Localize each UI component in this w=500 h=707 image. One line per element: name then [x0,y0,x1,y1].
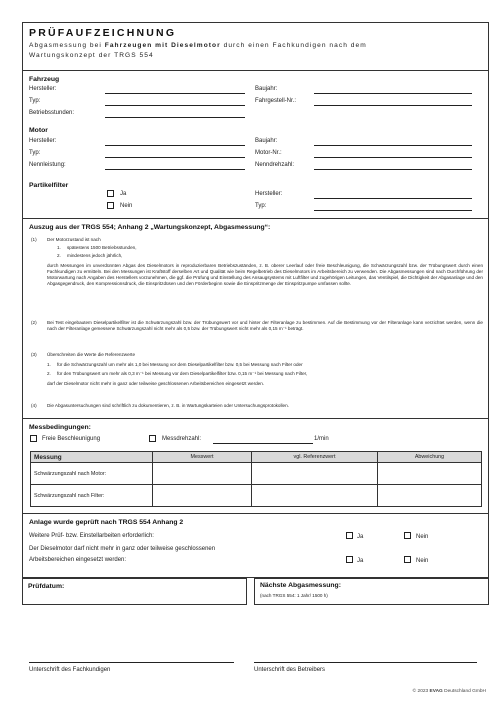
excerpt-p1-b: mindestens jedoch jährlich, [67,253,123,258]
excerpt-p2: Bei Test eingebautem Dieselpartikelfilter ist die Schwärzungszahl bzw. der Trübungswert vor und hinter der Filteranlage zu bestimmen. Auf die Bestimmung vor der Filteranlage kann verzichtet werden, wenn die nach der Filteranlage gemessene Schwärzungszahl nicht mehr als 0,5 bzw. der Trübungswert nicht mehr als 0,15 m⁻¹ beträgt. [47,320,483,332]
vehicle-hours-label: Betriebsstunden: [29,110,75,116]
vehicle-type-field[interactable] [105,105,245,106]
excerpt-p3-a: für die Schwärzungszahl um mehr als 1,0 bei Messung vor dem Dieselpartikelfilter bzw. 0,5 bei Messung nach Filter oder [57,362,303,367]
cell-reference-after-engine[interactable] [252,463,378,485]
vehicle-type-label: Typ: [29,98,41,104]
engine-number-field[interactable] [314,157,472,158]
inspection-section [22,513,489,578]
excerpt-section [22,218,489,419]
copyright-brand: EVAG [429,689,443,694]
engine-manufacturer-field[interactable] [105,145,245,146]
q2-no-checkbox[interactable] [404,556,411,563]
table-row [31,463,482,485]
excerpt-num-1: (1) [31,237,37,242]
signature-expert-line[interactable] [29,662,234,663]
filter-no-checkbox[interactable] [107,202,114,209]
free-acceleration-checkbox[interactable] [30,435,37,442]
engine-year-label: Baujahr: [255,138,278,144]
excerpt-heading: Auszug aus der TRGS 554; Anhang 2 „Wartungskonzept, Abgasmessung“: [29,224,271,231]
engine-year-field[interactable] [314,145,472,146]
measurement-speed-unit: 1/min [314,436,329,442]
filter-type-field[interactable] [314,210,472,211]
q1-yes-checkbox[interactable] [346,532,353,539]
filter-manufacturer-field[interactable] [314,198,472,199]
vehicle-manufacturer-field[interactable] [105,93,245,94]
cell-deviation-after-engine[interactable] [378,463,482,485]
vehicle-chassis-field[interactable] [314,105,472,106]
q2-yes-checkbox[interactable] [346,556,353,563]
inspection-q2-line1: Der Dieselmotor darf nicht mehr in ganz oder teilweise geschlossenen [29,546,216,552]
filter-type-label: Typ: [255,203,267,209]
column-header-deviation: Abweichung [378,452,482,463]
q1-no-label: Nein [416,534,429,540]
column-header-reference: vgl. Referenzwert [252,452,378,463]
signature-operator-label: Unterschrift des Betreibers [254,667,326,673]
engine-heading: Motor [29,127,48,134]
test-date-label: Prüfdatum: [28,583,65,590]
subtitle-pre: Abgasmessung bei [29,42,105,49]
excerpt-p3-b: für den Trübungswert um mehr als 0,3 m⁻¹ bei Messung vor dem Dieselpartikelfilter bzw. 0,15 m⁻¹ bei Messung nach Filter, [57,371,308,376]
excerpt-p3-a-num: 1. [47,362,51,367]
inspection-heading: Anlage wurde geprüft nach TRGS 554 Anhang 2 [29,519,184,526]
next-test-box[interactable] [254,578,489,605]
page-subtitle [29,42,367,49]
inspection-q2-line2: Arbeitsbereichen eingesetzt werden: [29,557,127,563]
filter-heading: Partikelfilter [29,182,69,189]
excerpt-num-4: (4) [31,403,37,408]
column-header-value: Messwert [153,452,252,463]
engine-number-label: Motor-Nr.: [255,150,282,156]
copyright-post: Deutschland GmbH [442,689,486,694]
cell-value-after-engine[interactable] [153,463,252,485]
engine-speed-field[interactable] [314,169,472,170]
subtitle-post: durch einen Fachkundigen nach dem [220,42,367,49]
cell-deviation-after-filter[interactable] [378,485,482,507]
row-label-after-filter: Schwärzungszahl nach Filter: [31,485,153,507]
measurement-speed-checkbox[interactable] [149,435,156,442]
excerpt-p3-end: darf der Dieselmotor nicht mehr in ganz oder teilweise geschlossenen Arbeitsbereichen eingesetzt werden. [47,381,265,386]
excerpt-p1-b-num: 2. [57,253,61,258]
engine-power-field[interactable] [105,169,245,170]
engine-speed-label: Nenndrehzahl: [255,162,295,168]
vehicle-heading: Fahrzeug [29,76,60,83]
engine-type-field[interactable] [105,157,245,158]
excerpt-p4: Die Abgasuntersuchungen sind schriftlich zu dokumentieren, z. B. in Wartungskarteien oder Untersuchungsprotokollen. [47,403,289,408]
signature-operator-line[interactable] [254,662,477,663]
page-subtitle-line2: Wartungskonzept der TRGS 554 [29,52,154,59]
excerpt-p1-a: spätestens 1500 Betriebsstunden, [67,245,137,250]
excerpt-p3-b-num: 2. [47,371,51,376]
measurement-speed-label: Messdrehzahl: [162,436,202,442]
inspection-q1-label: Weitere Prüf- bzw. Einstellarbeiten erforderlich: [29,533,154,539]
table-row [31,485,482,507]
measurement-speed-field[interactable] [213,443,313,444]
vehicle-manufacturer-label: Hersteller: [29,86,57,92]
q1-no-checkbox[interactable] [404,532,411,539]
q1-yes-label: Ja [357,534,364,540]
page-title: PRÜFAUFZEICHNUNG [29,27,177,39]
measurement-section [22,418,489,514]
measurement-table-header [31,452,482,463]
engine-manufacturer-label: Hersteller: [29,138,57,144]
next-test-note: (nach TRGS 554: 1 Jahr/ 1500 h) [260,593,328,598]
excerpt-p1-a-num: 1. [57,245,61,250]
engine-power-label: Nennleistung: [29,162,66,168]
filter-no-label: Nein [120,203,133,209]
q2-yes-label: Ja [357,558,364,564]
vehicle-year-label: Baujahr: [255,86,278,92]
vehicle-chassis-label: Fahrgestell-Nr.: [255,98,297,104]
cell-value-after-filter[interactable] [153,485,252,507]
test-date-box[interactable] [22,578,247,605]
filter-yes-checkbox[interactable] [107,190,114,197]
engine-type-label: Typ: [29,150,41,156]
filter-manufacturer-label: Hersteller: [255,191,283,197]
vehicle-year-field[interactable] [314,93,472,94]
copyright-notice [413,689,486,694]
cell-reference-after-filter[interactable] [252,485,378,507]
measurement-heading: Messbedingungen: [29,424,91,431]
measurement-table [30,451,482,507]
free-acceleration-label: Freie Beschleunigung [42,436,101,442]
vehicle-section [22,70,489,219]
column-header-measurement: Messung [31,452,153,463]
vehicle-hours-field[interactable] [105,117,245,118]
excerpt-num-3: (3) [31,352,37,357]
excerpt-p1-intro: Der Motorzustand ist nach [47,237,101,242]
excerpt-p3-intro: Überschreiten die Werte die Referenzwerte [47,352,136,357]
excerpt-num-2: (2) [31,320,37,325]
filter-yes-label: Ja [120,191,127,197]
header-box [22,22,489,71]
row-label-after-engine: Schwärzungszahl nach Motor: [31,463,153,485]
copyright-pre: © 2023 [412,689,430,694]
signature-expert-label: Unterschrift des Fachkundigen [29,667,111,673]
excerpt-p1-body: durch Messungen im unverdünnten Abgas des Dieselmotors in reproduzierbaren Betriebszuständen, z. B. oberer Leerlauf oder freie Beschleunigung, die Schwärzungszahl bzw. der Trübungswert durch einen Fachkundigen zu ermitteln. Bei den Messungen ist Kraftstoff derselben Art und Qualität wie beim Regelbetrieb des Dieselmotors im Arbeitsbereich zu verwenden. Die Abgasmessungen sind nach Durchführung der Motorwartung nach Angaben des Herstellers vorzunehmen, die ggf. die Prüfung und Einstellung des Ansaugsystems mit Luftfilter und zugehörigen Leitungen, das Ventilspiel, die Dichtigkeit der Abgasanlage und den Abgasgegendruck, den Kompressionsdruck, die Einspritzdüsen und den Förderbeginn sowie die Einspritzmenge der Einspritzpumpe umfassen sollte. [47,263,483,287]
q2-no-label: Nein [416,558,429,564]
next-test-label: Nächste Abgasmessung: [260,582,341,589]
subtitle-bold: Fahrzeugen mit Dieselmotor [104,42,221,49]
